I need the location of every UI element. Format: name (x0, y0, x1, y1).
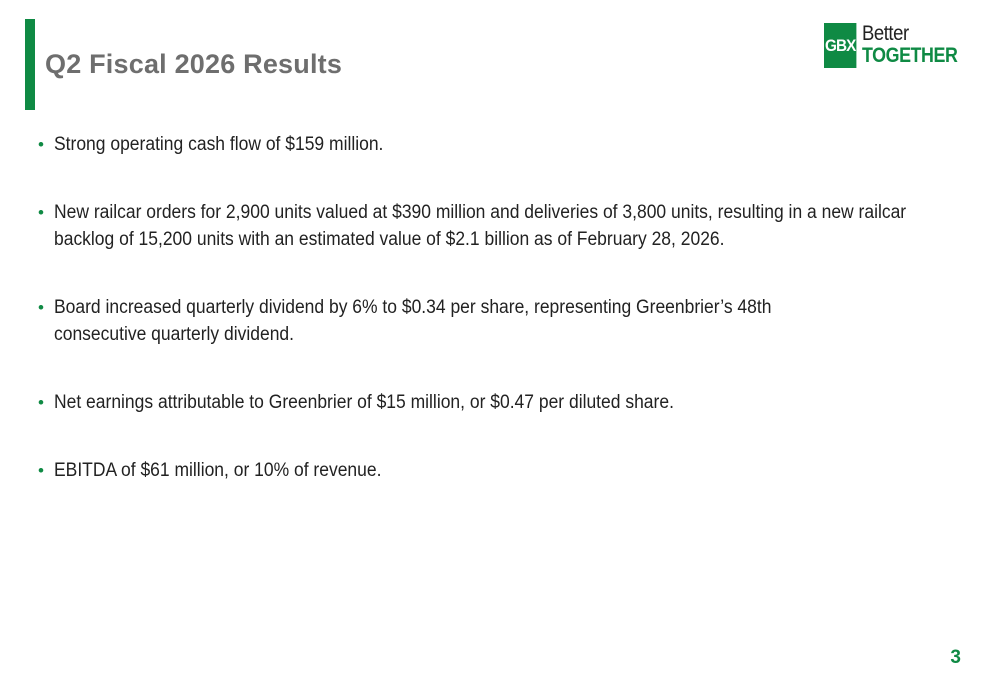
bullet-item (33, 294, 933, 348)
logo-line-together: TOGETHER (862, 44, 958, 67)
bullet-dot-icon: • (38, 298, 44, 317)
bullet-dot-icon: • (38, 203, 44, 222)
logo-badge: GBX (824, 23, 856, 68)
bullet-dot-icon: • (38, 135, 44, 154)
slide-title: Q2 Fiscal 2026 Results (45, 49, 343, 79)
bullet-item (33, 457, 933, 484)
title-accent-bar (25, 19, 35, 110)
bullet-dot-icon: • (38, 393, 44, 412)
bullet-item (33, 199, 933, 253)
logo-line-better: Better (862, 22, 909, 45)
results-bullet-list (33, 131, 933, 525)
company-logo (824, 23, 974, 71)
bullet-item (33, 389, 933, 416)
bullet-text: New railcar orders for 2,900 units valued at $390 million and deliveries of 3,800 units, resulting in a new railcar backlog of 15,200 units with an estimated value of $2.1 billion as of February 28, 2026. (54, 202, 907, 250)
bullet-text: Net earnings attributable to Greenbrier of $15 million, or $0.47 per diluted share. (54, 392, 674, 413)
page-number: 3 (950, 647, 961, 668)
bullet-text: Strong operating cash flow of $159 million. (54, 134, 384, 155)
bullet-dot-icon: • (38, 461, 44, 480)
bullet-text: Board increased quarterly dividend by 6% to $0.34 per share, representing Greenbrier’s 48th consecutive quarterly dividend. (54, 297, 772, 345)
bullet-text: EBITDA of $61 million, or 10% of revenue. (54, 460, 382, 481)
bullet-item (33, 131, 933, 158)
logo-text (862, 23, 974, 66)
